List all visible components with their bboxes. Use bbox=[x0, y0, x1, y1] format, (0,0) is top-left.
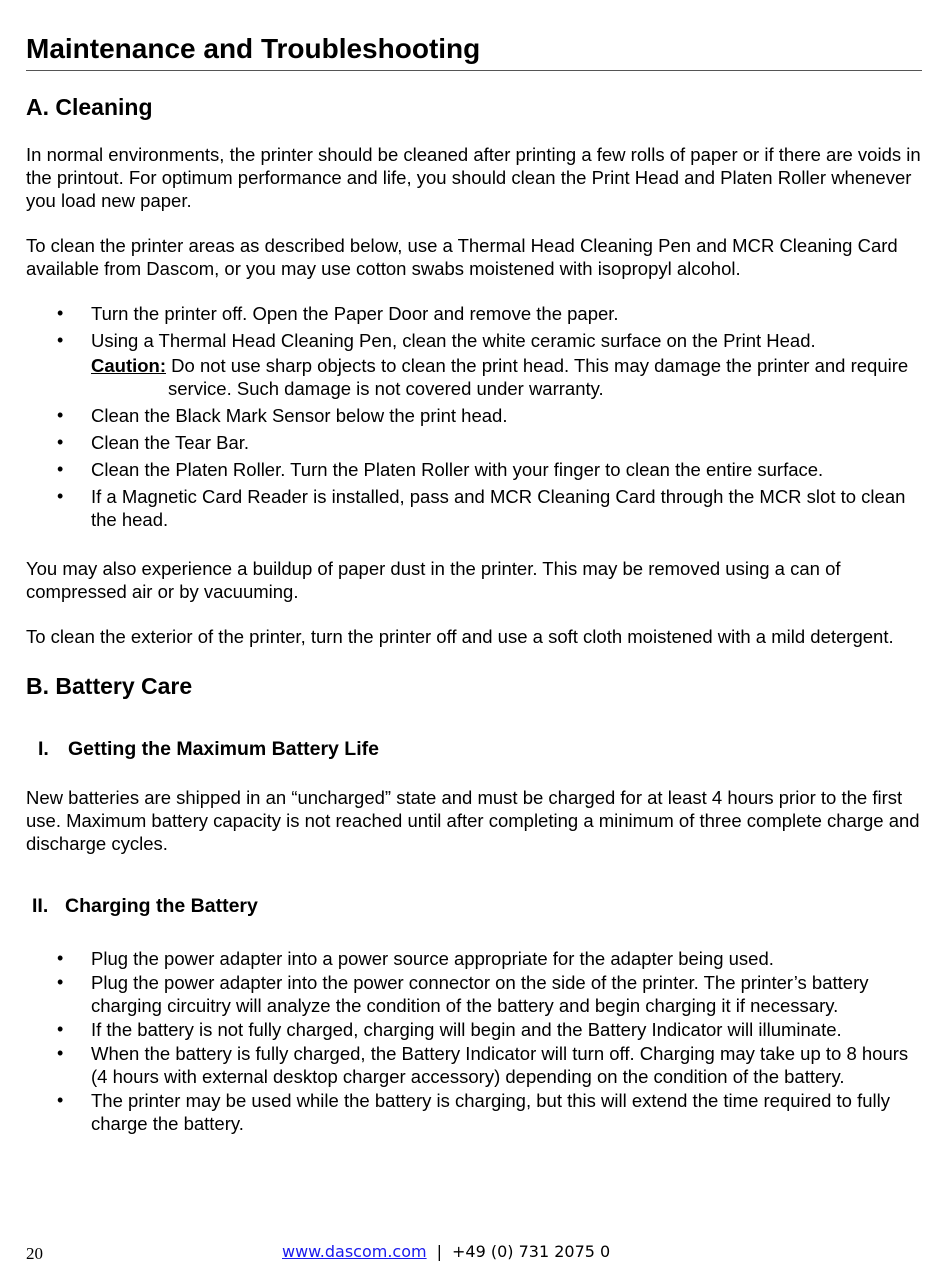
paper-dust-paragraph: You may also experience a buildup of paper dust in the printer. This may be removed using a can of compressed air or by vacuuming. bbox=[26, 558, 841, 602]
list-item: • If a Magnetic Card Reader is installed, pass and MCR Cleaning Card through the MCR slot to clean the head. bbox=[57, 486, 906, 530]
list-item: • Clean the Tear Bar. bbox=[57, 432, 250, 453]
bullet-icon: • bbox=[57, 1090, 64, 1110]
battery-life-paragraph: New batteries are shipped in an “uncharged” state and must be charged for at least 4 hours prior to the first use. Maximum battery capacity is not reached until after completing a minimum of three complete charge and discharge cycles. bbox=[26, 787, 920, 854]
footer-separator: | bbox=[436, 1242, 442, 1261]
bullet-icon: • bbox=[57, 1043, 64, 1063]
bullet-icon: • bbox=[57, 972, 64, 992]
bullet-icon: • bbox=[57, 948, 64, 968]
list-item: • Using a Thermal Head Cleaning Pen, clean the white ceramic surface on the Print Head. Caution: Do not use sharp objects to clean the print head. This may damage the printer and require service. Such damage is not covered under warranty. bbox=[26, 329, 922, 400]
footer-contact bbox=[282, 1242, 610, 1261]
bullet-icon: • bbox=[57, 303, 64, 323]
list-item: • Plug the power adapter into the power connector on the side of the printer. The printer’s battery charging circuitry will analyze the condition of the battery and begin charging it if necessary. bbox=[57, 972, 869, 1016]
page-title: Maintenance and Troubleshooting bbox=[26, 30, 922, 71]
page-footer bbox=[0, 1240, 950, 1264]
list-item: • Clean the Black Mark Sensor below the print head. bbox=[57, 405, 508, 426]
list-item: • Clean the Platen Roller. Turn the Platen Roller with your finger to clean the entire surface. bbox=[57, 459, 824, 480]
bullet-icon: • bbox=[57, 1019, 64, 1039]
subsection-heading-battery-life: I. Getting the Maximum Battery Life bbox=[38, 738, 379, 760]
phone-number: +49 (0) 731 2075 0 bbox=[452, 1242, 611, 1261]
caution-label: Caution: bbox=[91, 355, 167, 376]
bullet-icon: • bbox=[57, 486, 64, 506]
section-heading-battery-care: B. Battery Care bbox=[26, 673, 193, 699]
subsection-number: II. bbox=[32, 895, 49, 917]
section-heading-cleaning: A. Cleaning bbox=[26, 94, 153, 120]
bullet-icon: • bbox=[57, 432, 64, 452]
list-item: • When the battery is fully charged, the Battery Indicator will turn off. Charging may take up to 8 hours (4 hours with external desktop charger accessory) depending on the condition of the battery. bbox=[57, 1043, 909, 1087]
list-item: • Plug the power adapter into a power source appropriate for the adapter being used. bbox=[57, 948, 774, 969]
list-item: • If the battery is not fully charged, charging will begin and the Battery Indicator will illuminate. bbox=[57, 1019, 842, 1040]
cleaning-supplies-paragraph: To clean the printer areas as described below, use a Thermal Head Cleaning Pen and MCR Cleaning Card available from Dascom, or you may use cotton swabs moistened with isopropyl alcohol. bbox=[26, 235, 898, 279]
charging-steps-list bbox=[26, 947, 922, 1135]
exterior-cleaning-paragraph: To clean the exterior of the printer, turn the printer off and use a soft cloth moistened with a mild detergent. bbox=[26, 626, 894, 647]
bullet-icon: • bbox=[57, 330, 64, 350]
caution-note bbox=[91, 354, 922, 400]
caution-text: Do not use sharp objects to clean the print head. This may damage the printer and require service. Such damage is not covered under warranty. bbox=[168, 355, 909, 399]
document-page bbox=[26, 30, 922, 1136]
bullet-icon: • bbox=[57, 459, 64, 479]
bullet-icon: • bbox=[57, 405, 64, 425]
list-item: • Turn the printer off. Open the Paper Door and remove the paper. bbox=[57, 303, 619, 324]
cleaning-steps-list bbox=[26, 302, 922, 531]
cleaning-intro-paragraph: In normal environments, the printer should be cleaned after printing a few rolls of paper or if there are voids in the printout. For optimum performance and life, you should clean the Print Head and Platen Roller whenever you load new paper. bbox=[26, 144, 921, 211]
list-item: • The printer may be used while the battery is charging, but this will extend the time required to fully charge the battery. bbox=[57, 1090, 890, 1134]
subsection-heading-charging: II. Charging the Battery bbox=[32, 895, 258, 917]
website-link[interactable]: www.dascom.com bbox=[282, 1242, 427, 1261]
subsection-number: I. bbox=[38, 738, 49, 760]
page-number: 20 bbox=[26, 1244, 43, 1263]
